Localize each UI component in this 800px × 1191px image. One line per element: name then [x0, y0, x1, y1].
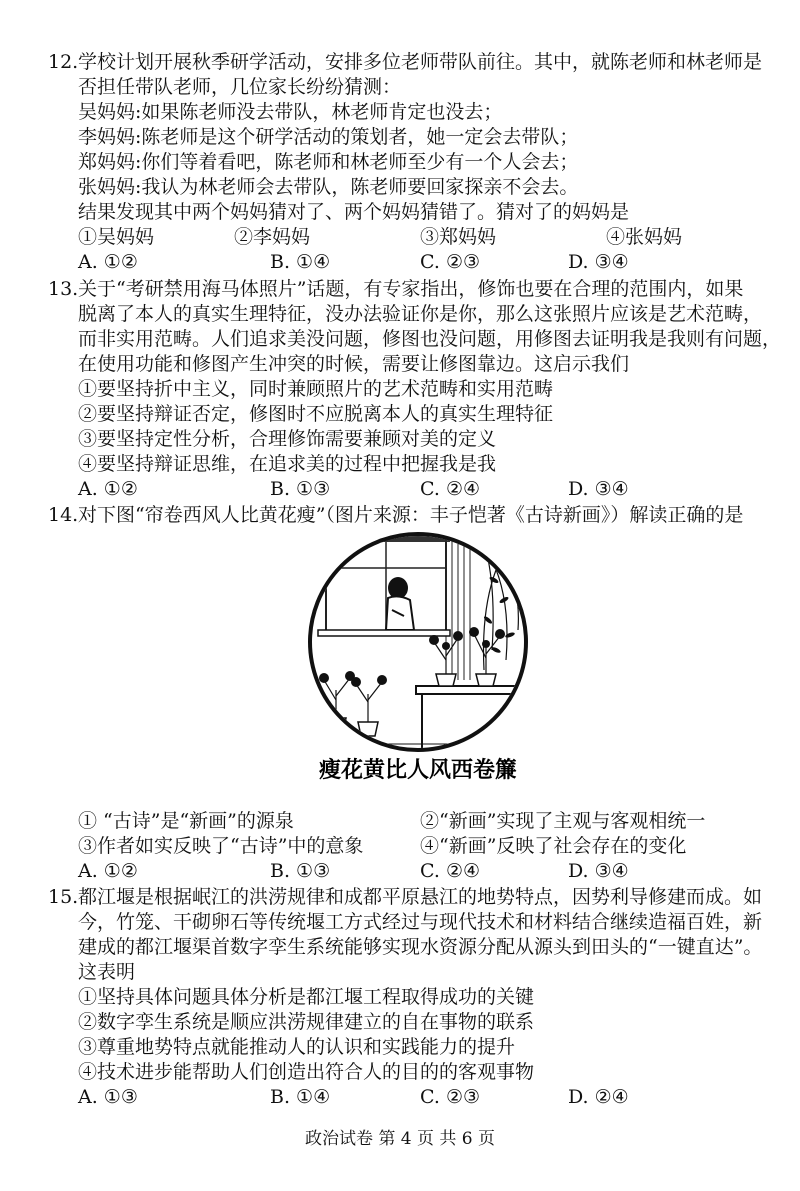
q13-answer-c: C. ②④: [420, 478, 481, 500]
q12-options: [0, 225, 800, 249]
q15-number: 15.: [48, 886, 79, 908]
q13-answer-b: B. ①③: [270, 478, 331, 500]
q15-answer-a: A. ①③: [78, 1086, 138, 1108]
painting-illustration: [296, 530, 540, 800]
page-footer: 政治试卷 第 4 页 共 6 页: [304, 1129, 496, 1149]
q14-answer-d: D. ③④: [568, 860, 629, 882]
q12-option: ①吴妈妈: [78, 226, 155, 248]
q14-options-row-1: [0, 809, 800, 833]
q12-answer-b: B. ①④: [270, 251, 331, 273]
q15-answer-b: B. ①④: [270, 1086, 331, 1108]
q14-answer-b: B. ①③: [270, 860, 331, 882]
q14-option: ②“新画”实现了主观与客观相统一: [420, 810, 706, 832]
q12-option: ③郑妈妈: [420, 226, 497, 248]
q12-option: ④张妈妈: [606, 226, 683, 248]
q14-answer-c: C. ②④: [420, 860, 481, 882]
q13-answers: [0, 477, 800, 501]
q13-answer-a: A. ①②: [78, 478, 138, 500]
q13-number: 13.: [48, 278, 79, 300]
q14-option: ① “古诗”是“新画”的源泉: [78, 810, 294, 832]
q14-options-row-2: [0, 834, 800, 858]
q15-answer-d: D. ②④: [568, 1086, 629, 1108]
q12-number: 12.: [48, 51, 79, 73]
q12-answer-d: D. ③④: [568, 251, 629, 273]
q12-answers: [0, 250, 800, 274]
q15-answer-c: C. ②③: [420, 1086, 481, 1108]
q14-option: ③作者如实反映了“古诗”中的意象: [78, 835, 364, 857]
q15-answers: [0, 1085, 800, 1109]
exam-page: 12. 学校计划开展秋季研学活动，安排多位老师带队前往。其中，就陈老师和林老师是 否担任带队老师，几位家长纷纷猜测： 吴妈妈:如果陈老师没去带队，林老师肯定也没去； 李妈妈:陈老师是这个研学活动的策划者，她一定会去带队； 郑妈妈:你们等着看吧，陈老师和林老师至少有一个人会去； 张妈妈:我认为林老师会去带队，陈老师要回家探亲不会去。 结果发现其中两个妈妈猜对了、两个妈妈猜错了。猜对了的妈妈是 ①吴妈妈 ②李妈妈 ③郑妈妈 ④张妈妈 A. ①② B. ①④ C. ②③ D. ③④ 13. 关于“考研禁用海马体照片”话题，有专家指出，修饰也要在合理的范围内，如果 脱离了本人的真实生理特征，没办法验证你是你，那么这张照片应该是艺术范畴， 而非实用范畴。人们追求美没问题，修图也没问题，用修图去证明我是我则有问题， 在使用功能和修图产生冲突的时候，需要让修图靠边。这启示我们 ①要坚持折中主义，同时兼顾照片的艺术范畴和实用范畴 ②要坚持辩证否定，修图时不应脱离本人的真实生理特征 ③要坚持定性分析，合理修饰需要兼顾对美的定义 ④要坚持辩证思维，在追求美的过程中把握我是我 A. ①② B. ①③ C. ②④ D. ③④ 14. 对下图“帘卷西风人比黄花瘦”（图片来源：丰子恺著《古诗新画》）解读正确的是 瘦花黄比人风西卷簾 ① “古诗”是“新画”的源泉 ②“新画”实现了主观与客观相统一 ③作者如实反映了“古诗”中的意象 ④“新画”反映了社会存在的变化 A. ①② B. ①③ C. ②④ D. ③④ 15. 都江堰是根据岷江的洪涝规律和成都平原悬江的地势特点，因势利导修建而成。如 今，竹笼、干砌卵石等传统堰工方式经过与现代技术和材料结合继续造福百姓，新 建成的都江堰渠首数字孪生系统能够实现水资源分配从源头到田头的“一键直达”。 这表明 ①坚持具体问题具体分析是都江堰工程取得成功的关键 ②数字孪生系统是顺应洪涝规律建立的自在事物的联系 ③尊重地势特点就能推动人的认识和实践能力的提升 ④技术进步能帮助人们创造出符合人的目的的客观事物 A. ①③ B. ①④ C. ②③ D. ②④ 政治试卷 第 4 页 共 6 页: [0, 0, 800, 1191]
q13-answer-d: D. ③④: [568, 478, 629, 500]
q12-option: ②李妈妈: [234, 226, 311, 248]
painting-caption: 瘦花黄比人风西卷簾: [318, 757, 518, 783]
painting-frame: [310, 534, 526, 750]
q14-number: 14.: [48, 504, 79, 526]
q14-answers: [0, 859, 800, 883]
q14-answer-a: A. ①②: [78, 860, 138, 882]
painting-figure: [296, 530, 540, 800]
q12-answer-c: C. ②③: [420, 251, 481, 273]
q12-answer-a: A. ①②: [78, 251, 138, 273]
q14-option: ④“新画”反映了社会存在的变化: [420, 835, 687, 857]
